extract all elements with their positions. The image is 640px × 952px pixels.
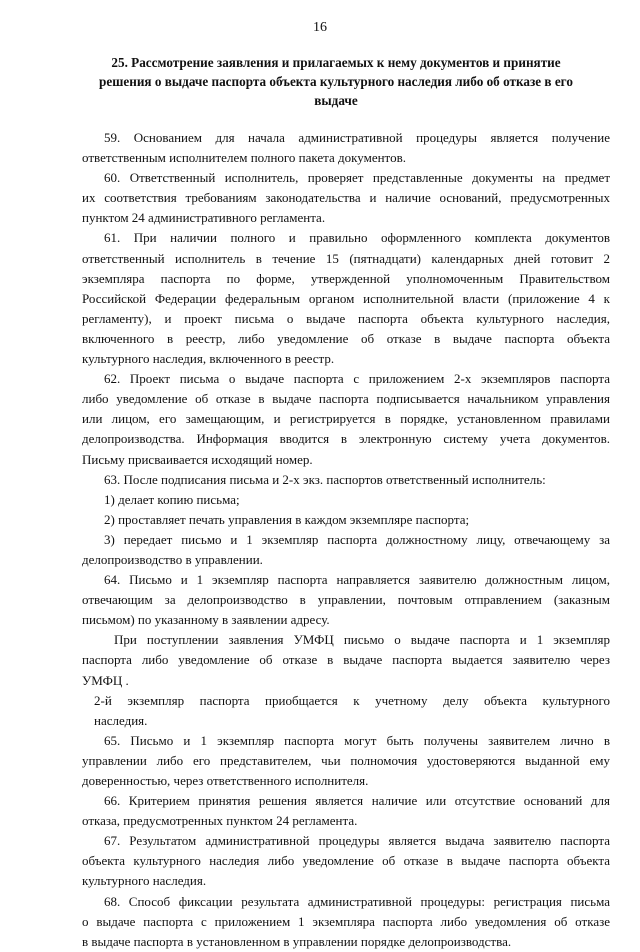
text-line: 66. Критерием принятия решения является наличие или отсутствие оснований для (104, 793, 610, 809)
text-line: письмом) по указанному в заявлении адресу. (82, 612, 330, 628)
text-line: доверенностью, через ответственного исполнителя. (82, 773, 369, 788)
text-line: 67. Результатом административной процедуры является выдача заявителю паспорта (104, 833, 610, 849)
text-line: или лицом, его замещающим, и регистрируется в порядке, установленном правилами (82, 411, 610, 427)
text-line: УМФЦ . (82, 672, 129, 688)
text-line: пунктом 24 административного регламента. (82, 210, 326, 226)
text-line: экземпляра паспорта по форме, утвержденной уполномоченным Правительством (82, 270, 610, 286)
text-line: 2) проставляет печать управления в каждом экземпляре паспорта; (104, 511, 470, 527)
text-line: 64. Письмо и 1 экземпляр паспорта направляется заявителю должностным лицом, (104, 572, 610, 588)
text-line: паспорта либо уведомление об отказе в выдаче паспорта выдается заявителю через (82, 652, 610, 668)
text-line: культурного наследия, включенного в реестр. (82, 351, 335, 367)
heading-line: выдаче (314, 93, 358, 108)
text-line: включенного в реестр, либо уведомление об отказе в выдаче паспорта объекта (82, 330, 610, 346)
text-line: отвечающим за делопроизводство в управлении, почтовым отправлением (заказным (82, 592, 610, 608)
text-line: объекта культурного наследия либо уведомление об отказе в выдаче паспорта объекта (82, 853, 610, 869)
text-line: делопроизводство в управлении. (82, 551, 263, 567)
text-line: наследия. (94, 712, 148, 728)
text-line: 59. Основанием для начала административной процедуры является получение (104, 130, 610, 145)
text-line: 63. После подписания письма и 2-х экз. паспортов ответственный исполнитель: (104, 471, 546, 487)
text-line: либо уведомление об отказе в выдаче паспорта подписывается начальником управления (82, 391, 610, 407)
text-line: Российской Федерации федеральным органом исполнительной власти (приложение 4 к (82, 290, 610, 306)
page-number: 16 (313, 20, 327, 35)
text-line: 2-й экземпляр паспорта приобщается к учетному делу объекта культурного (94, 692, 610, 708)
text-line: их соответствия требованиям законодательства и наличие оснований, предусмотренных (82, 190, 610, 206)
section-heading (96, 53, 576, 110)
text-line: 65. Письмо и 1 экземпляр паспорта могут быть получены заявителем лично в (104, 732, 610, 748)
text-line: отказа, предусмотренных пунктом 24 регламента. (82, 813, 358, 829)
text-line: 68. Способ фиксации результата административной процедуры: регистрация письма (104, 893, 610, 909)
text-line: культурного наследия. (82, 873, 207, 889)
text-line: регламенту), и проект письма о выдаче паспорта объекта культурного наследия, (82, 310, 610, 326)
text-line: 1) делает копию письма; (104, 491, 240, 507)
heading-line: 25. Рассмотрение заявления и прилагаемых к нему документов и принятие (111, 55, 561, 70)
text-line: в выдаче паспорта в установленном в управлении порядке делопроизводства. (82, 933, 512, 949)
text-line: делопроизводства. Информация вводится в электронную систему учета документов. (82, 431, 610, 447)
document-body (82, 128, 610, 952)
text-line: 62. Проект письма о выдаче паспорта с приложением 2-х экземпляров паспорта (104, 371, 610, 387)
text-line: ответственный исполнитель в течение 15 (пятнадцати) календарных дней готовит 2 (82, 250, 610, 266)
text-line: ответственным исполнителем полного пакета документов. (82, 150, 406, 166)
text-line: 61. При наличии полного и правильно оформленного комплекта документов (104, 230, 610, 246)
text-line: 3) передает письмо и 1 экземпляр паспорта должностному лицу, отвечающему за (104, 531, 610, 547)
text-line: Письму присваивается исходящий номер. (82, 451, 313, 467)
text-line: При поступлении заявления УМФЦ письмо о выдаче паспорта и 1 экземпляр (114, 632, 610, 648)
heading-line: решения о выдаче паспорта объекта культурного наследия либо об отказе в его (99, 74, 573, 89)
text-line: управлении либо его представителем, чьи полномочия удостоверяются выданной ему (82, 752, 610, 768)
text-line: о выдаче паспорта с приложением 1 экземпляра паспорта либо уведомления об отказе (82, 913, 610, 929)
text-line: 60. Ответственный исполнитель, проверяет представленные документы на предмет (104, 170, 610, 186)
